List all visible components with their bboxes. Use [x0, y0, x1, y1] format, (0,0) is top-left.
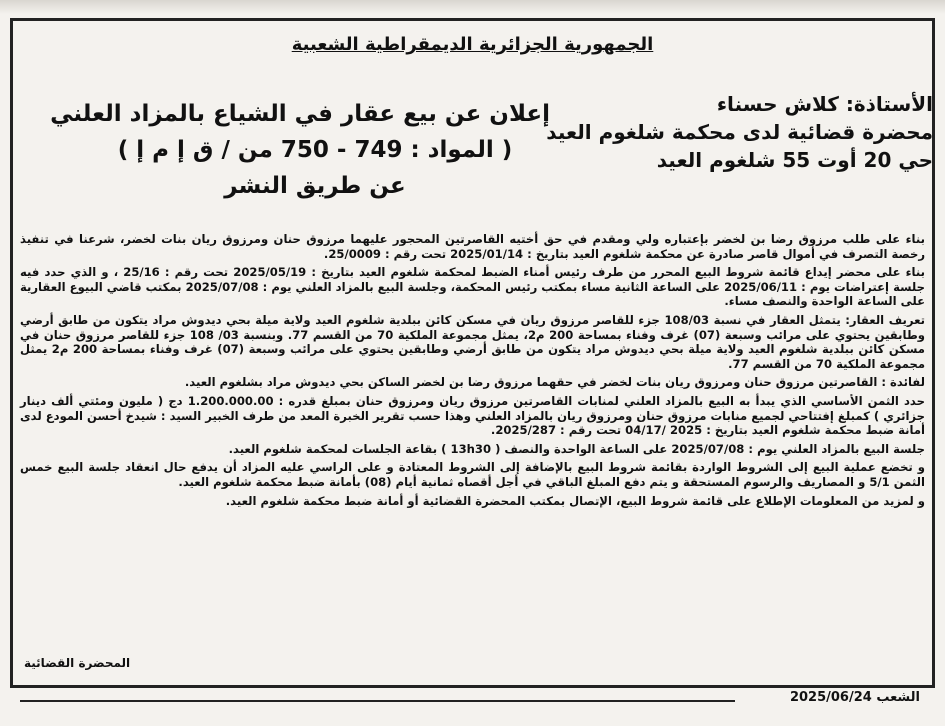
paragraph-contact: و لمزيد من المعلومات الإطلاع على قائمة شروط البيع، الإتصال بمكتب المحضرة القضائية أو أمانة ضبط محكمة شلغوم العيد.: [225, 493, 925, 508]
bailiff-block: [546, 90, 933, 174]
paragraph-conditions-deposit: بناء على محضر إيداع قائمة شروط البيع المحرر من طرف رئيس أمناء الضبط لمحكمة شلغوم العيد بتاريخ : 2025/05/19 تحت رقم : 25/16 ، و الذي حدد فيه جلسة إعتراضات يوم : 2025/06/11 على الساعة الثانية مساء بمكتب رئيس المحكمة، وجلسة البيع بالمزاد العلني يوم : 2025/07/08 بمكتب قاضي البيوع العقارية على الساعة الواحدة والنصف مساء.: [20, 265, 925, 309]
paragraph-auction-session: جلسة البيع بالمزاد العلني يوم : 2025/07/08 على الساعة الواحدة والنصف ( 13h30 ) بقاعة الجلسات لمحكمة شلغوم العيد.: [228, 441, 925, 456]
paragraph-base-price: حدد الثمن الأساسي الذي يبدأ به البيع بالمزاد العلني لمنابات القاصرتين مرزوق ريان ومرزوق حنان بمبلغ قدره : 1.200.000.00 دج ( مليون ومئتي ألف دينار جزائري ) كمبلغ إفتتاحي لجميع منابات مرزوق حنان ومرزوق ريان بالمزاد العلني وهذا حسب تقرير الخبرة المعد من طرف الخبير السيد : شيدخ أحسن المودع لدى أمانة ضبط محكمة شلغوم العيد بتاريخ : 2025 /04/17 تحت رقم : 2025/287.: [20, 393, 925, 438]
notice-body: [20, 232, 925, 512]
scan-edge: [0, 0, 945, 14]
title-line-3: عن طريق النشر: [224, 173, 406, 199]
title-line-2: ( المواد : 749 - 750 من / ق إ م إ ): [117, 137, 513, 163]
bailiff-address: حي 20 أوت 55 شلغوم العيد: [656, 148, 933, 172]
bailiff-name: الأستاذة: كلاش حسناء: [716, 92, 933, 116]
paragraph-beneficiary: لفائدة : القاصرتين مرزوق حنان ومرزوق ريان بنات لخضر في حقهما مرزوق رضا بن لخضر الساكن بحي ديدوش مراد بشلغوم العيد.: [184, 375, 925, 390]
footer-rule: [20, 700, 735, 702]
paragraph-terms: و تخضع عملية البيع إلى الشروط الواردة بقائمة شروط البيع بالإضافة إلى الشروط المعتادة و على الراسي عليه المزاد أن يدفع حال انعقاد جلسة البيع خمس الثمن 5/1 و المصاريف والرسوم المستحقة و يتم دفع المبلغ الباقي في أجل أقصاه ثمانية أيام (08) بأمانة ضبط محكمة شلغوم العيد.: [20, 460, 925, 489]
publication-footer: الشعب 2025/06/24: [789, 690, 920, 705]
notice-title: [50, 96, 550, 204]
paragraph-property-definition: تعريف العقار: يتمثل العقار في نسبة 108/03 جزء للقاصر مرزوق ريان في مسكن كائن ببلدية شلغوم العيد ولاية ميلة بحي ديدوش مراد يتكون من طابق أرضي وطابقين يحتوي على مرائب وسبعة (07) غرف وفناء بمساحة 200 م2، يمثل مجموعة الملكية 70 من القسم 77. وبنسبة 03/ 108 جزء للقاصر مرزوق حنان في مسكن كائن ببلدية شلغوم العيد ولاية ميلة بحي ديدوش مراد يتكون من طابق أرضي وطابقين يحتوي على مرائب وسبعة (07) غرف وفناء بمساحة 200 م2 يمثل مجموعة الملكية 70 من القسم 77.: [20, 312, 925, 371]
bailiff-office: محضرة قضائية لدى محكمة شلغوم العيد: [546, 120, 933, 144]
paragraph-request: بناء على طلب مرزوق رضا بن لخضر بإعتباره ولي ومقدم في حق أختيه القاصرتين المحجور عليهما مرزوق حنان ومرزوق ريان بنات لخضر، شرعنا في تنفيذ رخصة التصرف في أموال قاصر صادرة عن محكمة شلغوم العيد بتاريخ : 2025/01/14 تحت رقم : 25/0009.: [20, 232, 925, 261]
signature: المحضرة القضائية: [24, 656, 131, 670]
title-line-1: إعلان عن بيع عقار في الشياع بالمزاد العلني: [50, 101, 550, 127]
republic-heading: الجمهورية الجزائرية الديمقراطية الشعبية: [291, 34, 654, 55]
